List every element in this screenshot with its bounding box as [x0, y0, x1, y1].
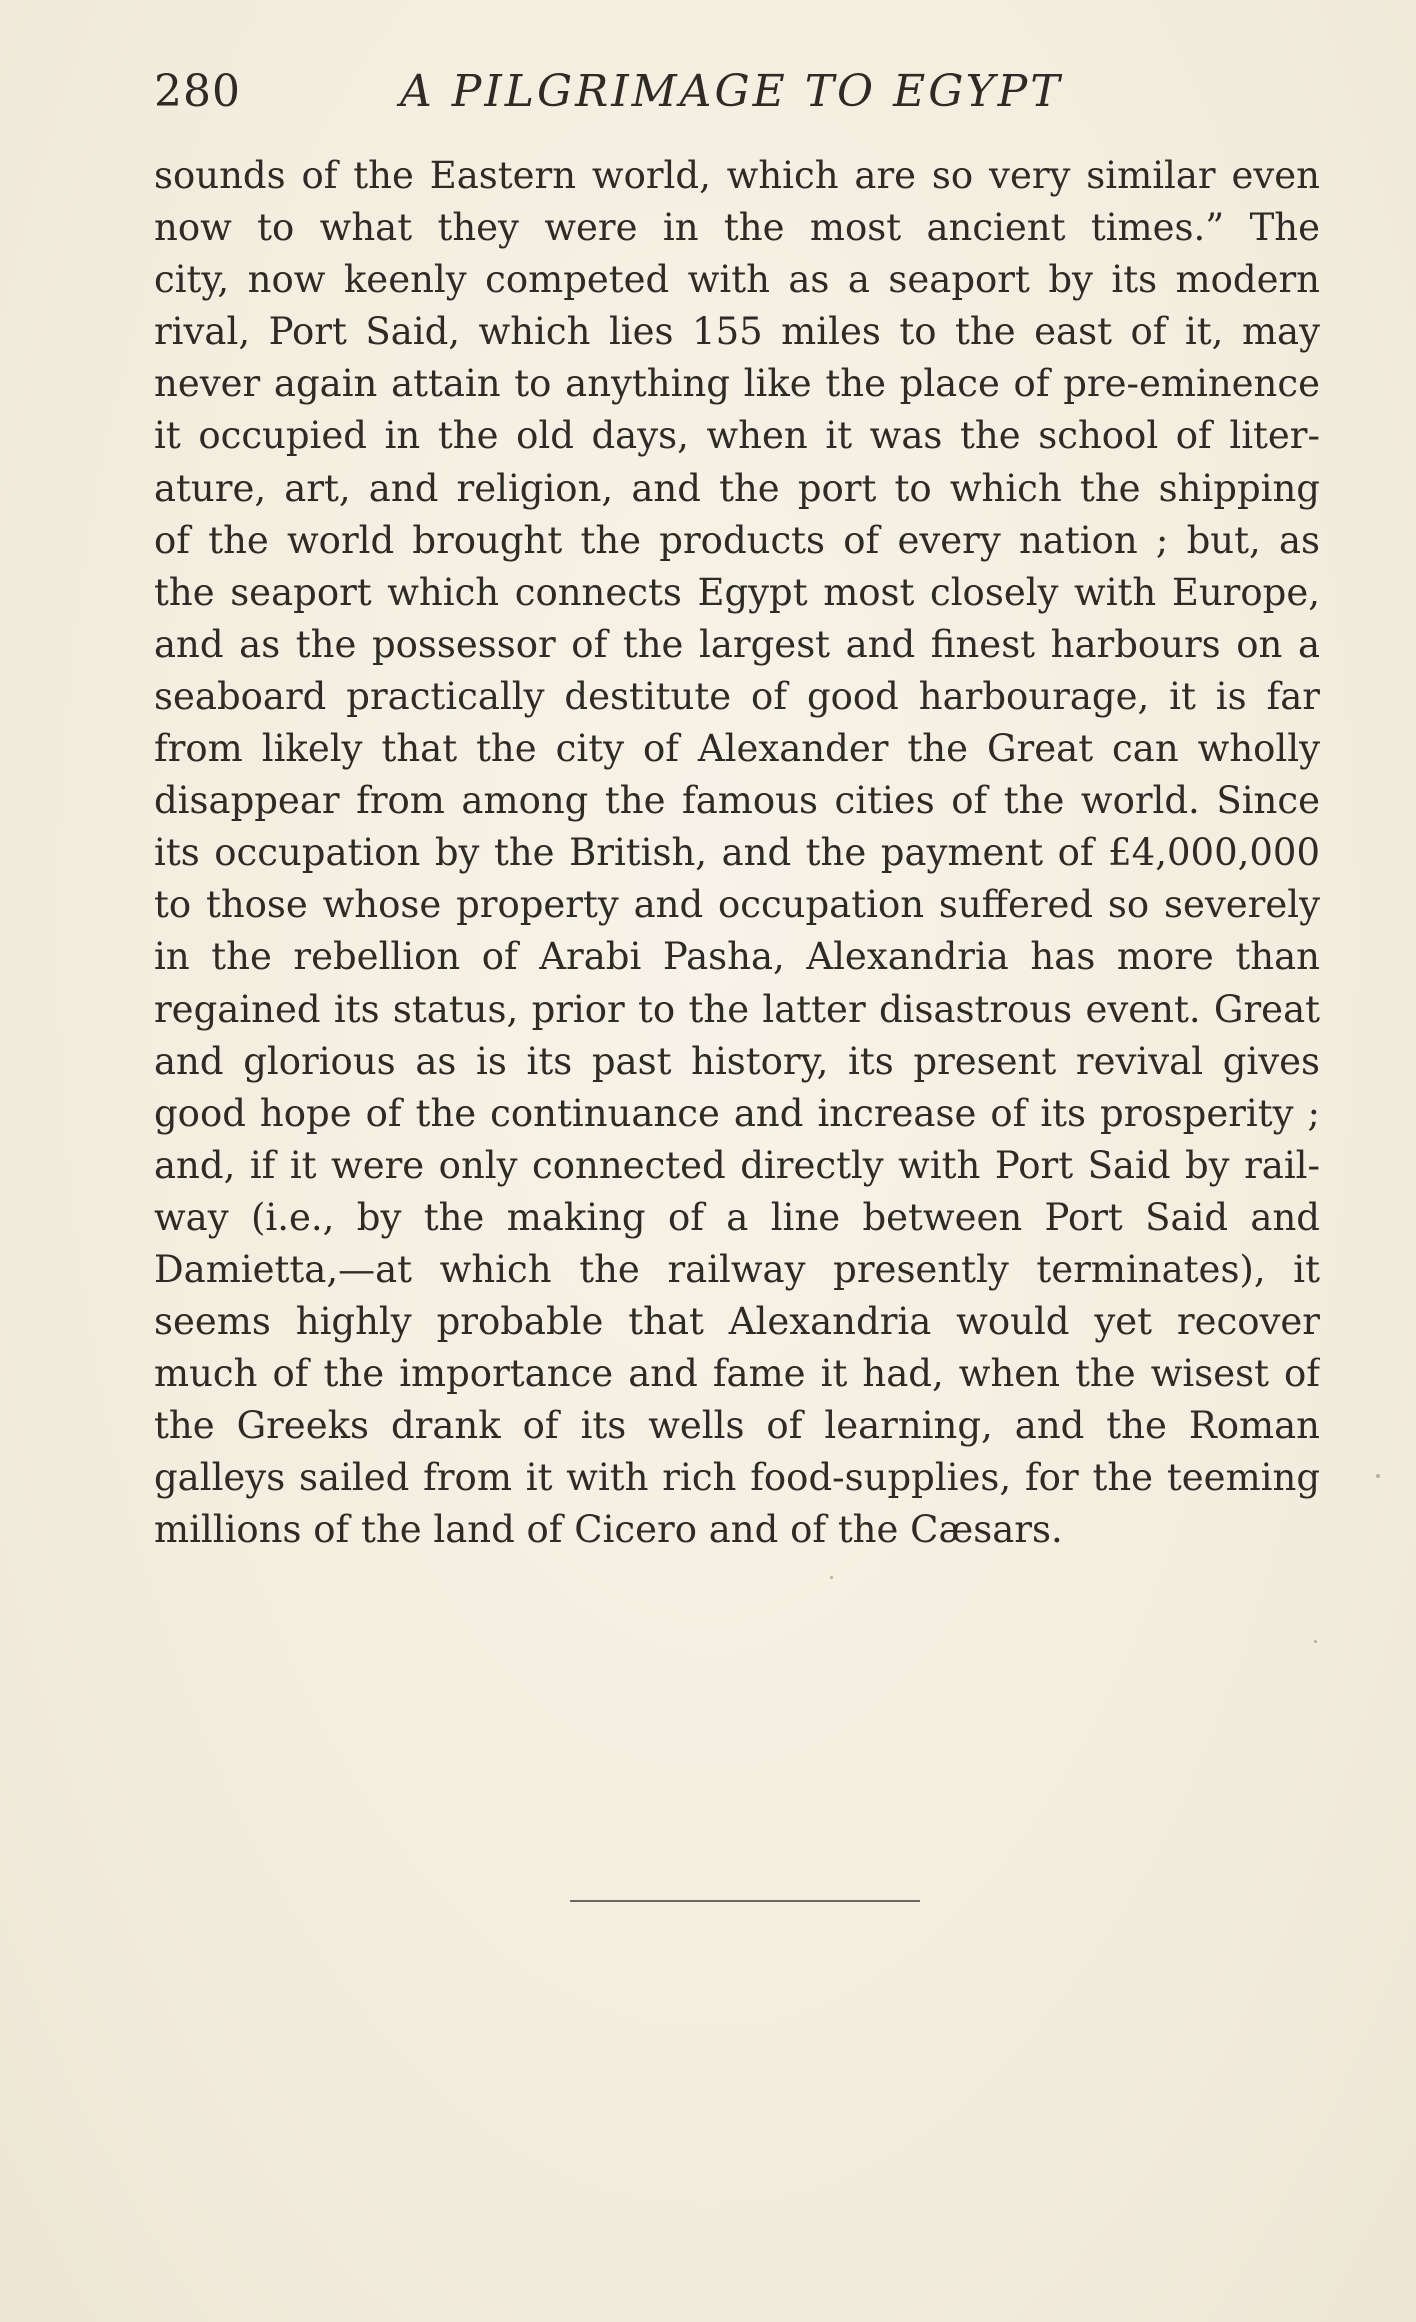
text-line: the Greeks drank of its wells of learning, and the Roman: [154, 1404, 1320, 1448]
text-line: and as the possessor of the largest and finest harbours on a: [154, 622, 1320, 666]
text-line: ature, art, and religion, and the port to which the shipping: [154, 466, 1320, 510]
text-line: sounds of the Eastern world, which are so very similar even: [154, 154, 1320, 197]
text-line: its occupation by the British, and the payment of £4,000,000: [154, 831, 1320, 875]
text-line: seaboard practically destitute of good harbourage, it is far: [154, 674, 1320, 718]
text-line: much of the importance and fame it had, when the wisest of: [154, 1352, 1320, 1396]
text-line: of the world brought the products of every nation ; but, as: [154, 518, 1320, 562]
body-text: [154, 150, 1320, 1557]
text-line: it occupied in the old days, when it was the school of liter-: [154, 414, 1320, 458]
running-title: A PILGRIMAGE TO EGYPT: [400, 66, 1063, 117]
text-line: in the rebellion of Arabi Pasha, Alexandria has more than: [154, 935, 1320, 979]
text-line: regained its status, prior to the latter disastrous event. Great: [154, 987, 1320, 1031]
text-line: disappear from among the famous cities of the world. Since: [154, 779, 1320, 823]
text-line: seems highly probable that Alexandria would yet recover: [154, 1300, 1320, 1344]
paper-speck: [1314, 1640, 1317, 1643]
text-line: to those whose property and occupation suffered so severely: [154, 883, 1320, 927]
text-line: and glorious as is its past history, its present revival gives: [154, 1039, 1320, 1083]
text-line: the seaport which connects Egypt most closely with Europe,: [154, 570, 1320, 614]
text-line: city, now keenly competed with as a seaport by its modern: [154, 258, 1320, 302]
text-line: and, if it were only connected directly with Port Said by rail-: [154, 1143, 1320, 1187]
text-line: never again attain to anything like the place of pre-eminence: [154, 362, 1320, 406]
text-line: now to what they were in the most ancient times.” The: [154, 206, 1320, 250]
text-line: galleys sailed from it with rich food-supplies, for the teeming: [154, 1456, 1320, 1500]
text-line: millions of the land of Cicero and of the Cæsars.: [154, 1508, 1063, 1552]
text-line: way (i.e., by the making of a line between Port Said and: [154, 1195, 1320, 1239]
text-line: rival, Port Said, which lies 155 miles to the east of it, may: [154, 310, 1320, 354]
text-line: Damietta,—at which the railway presently terminates), it: [154, 1247, 1320, 1291]
text-line: from likely that the city of Alexander the Great can wholly: [154, 727, 1320, 771]
paper-speck: [830, 1576, 833, 1579]
end-rule: [570, 1900, 920, 1902]
running-head: [154, 62, 1324, 122]
page-number: 280: [154, 66, 241, 117]
text-line: good hope of the continuance and increase of its prosperity ;: [154, 1091, 1320, 1135]
paper-speck: [1376, 1474, 1380, 1478]
